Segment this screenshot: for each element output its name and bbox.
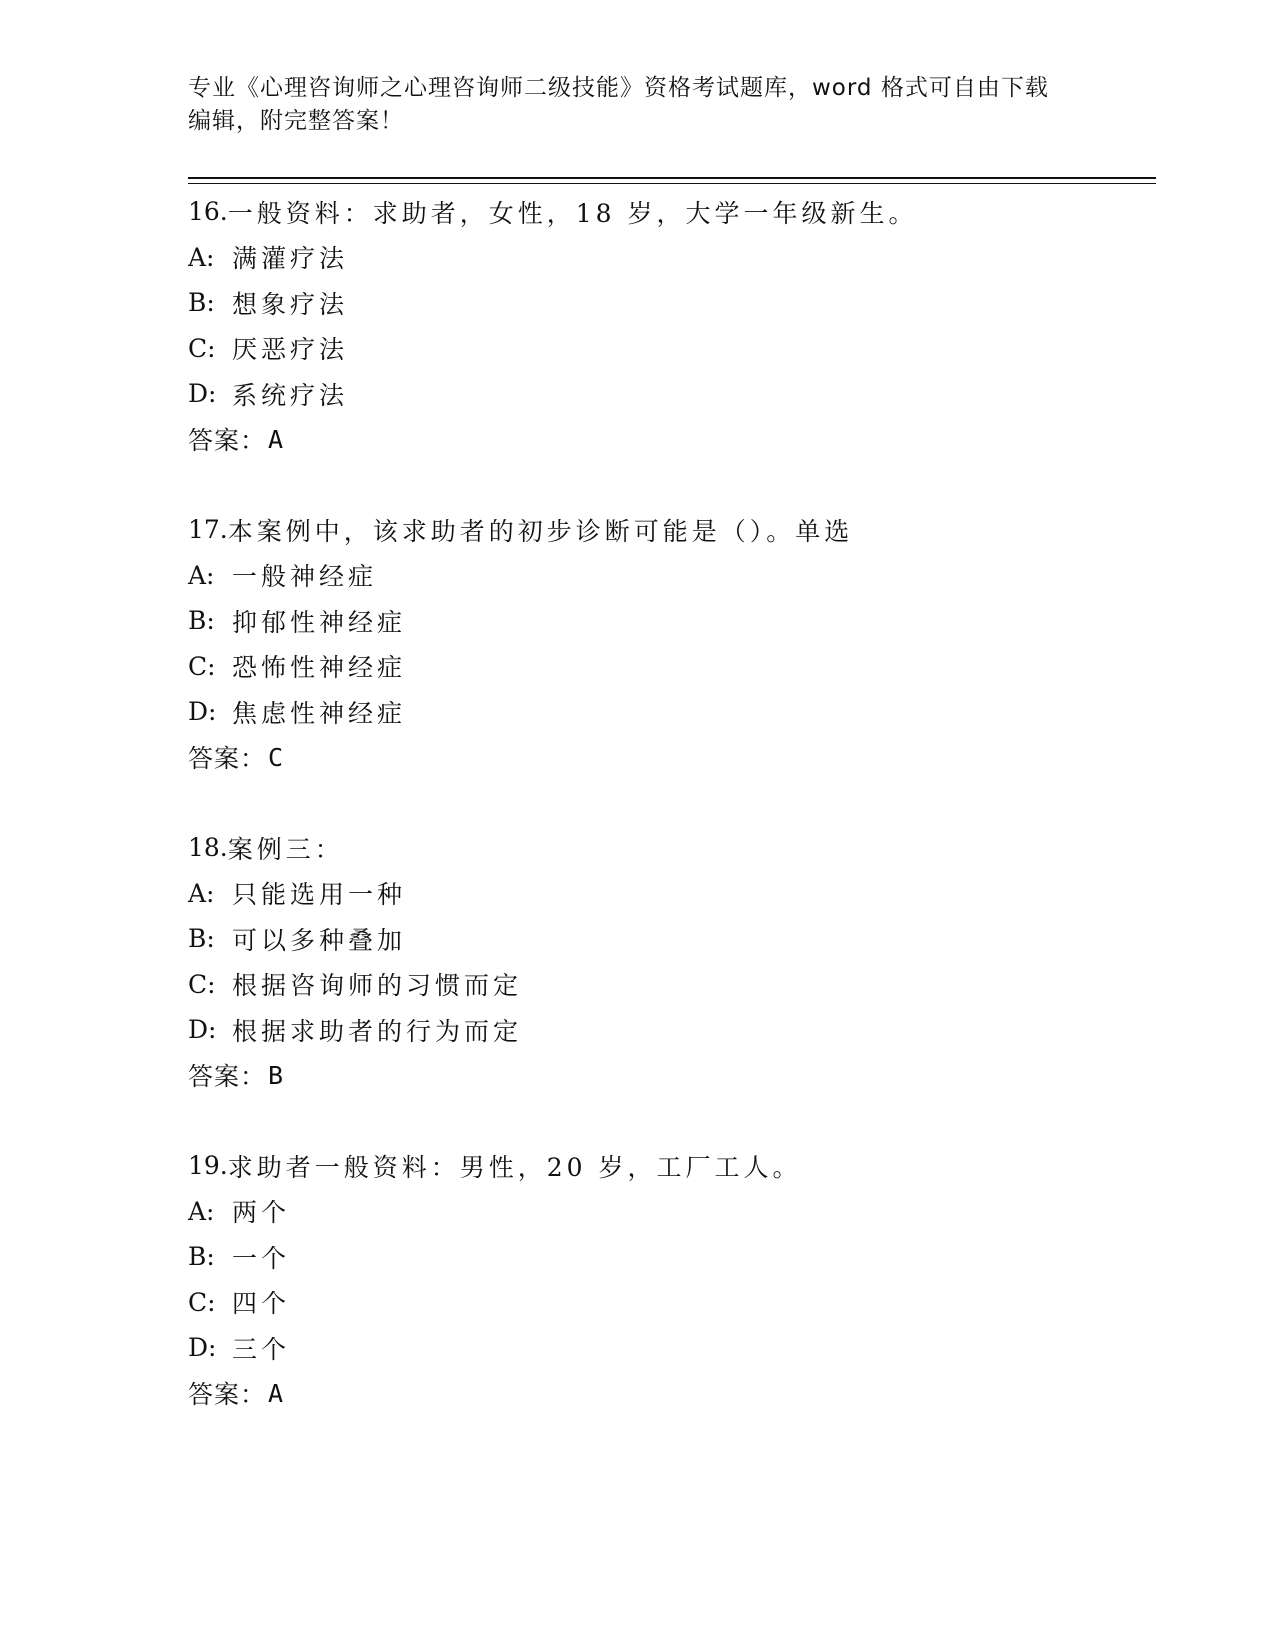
option-letter: D: <box>188 697 217 727</box>
option-letter: C: <box>188 333 216 363</box>
question-stem <box>188 825 1156 871</box>
option-d <box>188 1325 1156 1371</box>
option-b <box>188 598 1156 644</box>
option-text: 根据求助者的行为而定 <box>232 1016 523 1046</box>
answer-value: C <box>268 742 285 772</box>
option-c <box>188 962 1156 1008</box>
question-18 <box>188 825 1156 1098</box>
option-text: 可以多种叠加 <box>232 925 407 955</box>
answer-value: A <box>268 424 285 454</box>
question-text: 案例三： <box>227 834 344 864</box>
option-letter: A: <box>188 1196 215 1226</box>
option-b <box>188 280 1156 326</box>
answer-label: 答案： <box>188 744 267 774</box>
option-letter: B: <box>188 288 215 318</box>
question-stem <box>188 189 1156 235</box>
option-text: 只能选用一种 <box>232 880 407 910</box>
answer-line <box>188 1371 1156 1417</box>
option-text: 一般神经症 <box>232 562 378 592</box>
option-b <box>188 1234 1156 1280</box>
option-letter: D: <box>188 1333 217 1363</box>
answer-label: 答案： <box>188 1380 267 1410</box>
answer-line <box>188 417 1156 463</box>
question-17 <box>188 507 1156 780</box>
answer-line <box>188 1053 1156 1099</box>
answer-value: B <box>268 1060 285 1090</box>
option-text: 两个 <box>232 1198 291 1228</box>
option-a <box>188 1189 1156 1235</box>
question-19 <box>188 1143 1156 1416</box>
option-letter: B: <box>188 924 215 954</box>
option-text: 一个 <box>232 1243 291 1273</box>
question-number: 17. <box>188 515 228 545</box>
option-letter: A: <box>188 878 215 908</box>
question-text: 求助者一般资料：男性，20 岁，工厂工人。 <box>227 1152 802 1182</box>
question-text: 本案例中，该求助者的初步诊断可能是（）。单选 <box>227 516 854 546</box>
header-line-2: 编辑，附完整答案！ <box>188 108 404 134</box>
option-c <box>188 326 1156 372</box>
question-text: 一般资料：求助者，女性，18 岁，大学一年级新生。 <box>227 198 918 228</box>
question-stem <box>188 1143 1156 1189</box>
option-text: 想象疗法 <box>232 289 349 319</box>
option-letter: C: <box>188 651 216 681</box>
option-letter: A: <box>188 242 215 272</box>
option-b <box>188 916 1156 962</box>
option-letter: C: <box>188 969 216 999</box>
answer-line <box>188 735 1156 781</box>
option-text: 厌恶疗法 <box>232 335 349 365</box>
option-text: 恐怖性神经症 <box>232 653 407 683</box>
question-number: 16. <box>188 197 228 227</box>
option-letter: B: <box>188 1242 215 1272</box>
header-rule-thick <box>188 177 1156 179</box>
question-list <box>188 189 1156 1416</box>
option-text: 四个 <box>232 1289 291 1319</box>
option-text: 满灌疗法 <box>232 244 349 274</box>
option-text: 抑郁性神经症 <box>232 607 407 637</box>
option-letter: A: <box>188 560 215 590</box>
option-letter: B: <box>188 606 215 636</box>
header-line-1: 专业《心理咨询师之心理咨询师二级技能》资格考试题库，word 格式可自由下载 <box>188 75 1049 101</box>
option-text: 系统疗法 <box>232 380 349 410</box>
answer-value: A <box>268 1378 285 1408</box>
page-header <box>188 72 1088 138</box>
header-rule-thin <box>188 183 1156 184</box>
option-letter: D: <box>188 1015 217 1045</box>
option-letter: C: <box>188 1287 216 1317</box>
option-d <box>188 371 1156 417</box>
question-16 <box>188 189 1156 462</box>
option-d <box>188 1007 1156 1053</box>
question-number: 19. <box>188 1151 228 1181</box>
option-text: 三个 <box>232 1334 291 1364</box>
option-text: 根据咨询师的习惯而定 <box>232 971 523 1001</box>
option-text: 焦虑性神经症 <box>232 698 407 728</box>
question-number: 18. <box>188 833 228 863</box>
option-d <box>188 689 1156 735</box>
option-a <box>188 871 1156 917</box>
option-letter: D: <box>188 379 217 409</box>
answer-label: 答案： <box>188 426 267 456</box>
answer-label: 答案： <box>188 1062 267 1092</box>
option-a <box>188 553 1156 599</box>
option-a <box>188 235 1156 281</box>
question-stem <box>188 507 1156 553</box>
option-c <box>188 644 1156 690</box>
option-c <box>188 1280 1156 1326</box>
